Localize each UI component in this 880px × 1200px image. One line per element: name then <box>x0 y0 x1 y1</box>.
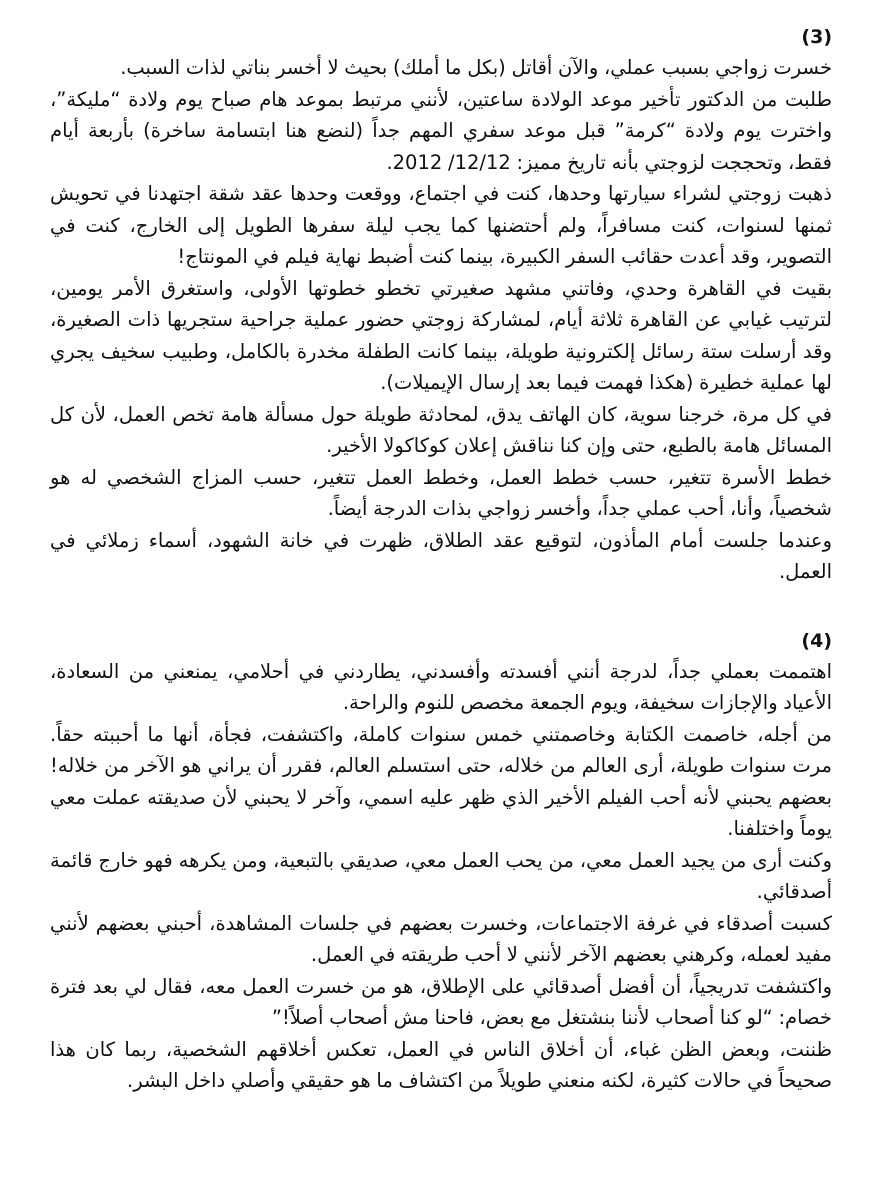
section-3 <box>50 22 832 588</box>
paragraph: ذهبت زوجتي لشراء سيارتها وحدها، كنت في اجتماع، ووقعت وحدها عقد شقة اجتهدنا في تحويش ثمنها لسنوات، كنت مسافراً، ولم أحتضنها كما يجب ليلة سفرها الطويل إلى الخارج، كنت في التصوير، وقد أعدت حقائب السفر الكبيرة، بينما كنت أضبط نهاية فيلم في المونتاج! <box>50 182 832 268</box>
section-number: (4) <box>801 629 832 652</box>
paragraph: كسبت أصدقاء في غرفة الاجتماعات، وخسرت بعضهم في جلسات المشاهدة، أحبني بعضهم لأنني مفيد لعمله، وكرهني بعضهم الآخر لأنني لا أحب طريقته في العمل. <box>50 911 832 966</box>
section-number: (3) <box>801 26 832 48</box>
paragraph: وكنت أرى من يجيد العمل معي، من يحب العمل معي، صديقي بالتبعية، ومن يكرهه فهو خارج قائمة أصدقائي. <box>50 848 832 903</box>
section-4 <box>50 626 832 1097</box>
paragraph: في كل مرة، خرجنا سوية، كان الهاتف يدق، لمحادثة طويلة حول مسألة هامة تخص العمل، لأن كل المسائل هامة بالطبع، حتى وإن كنا نناقش إعلان كوكاكولا الأخير. <box>50 402 832 457</box>
paragraph: بقيت في القاهرة وحدي، وفاتني مشهد صغيرتي تخطو خطوتها الأولى، واستغرق الأمر يومين، لترتيب غيابي عن القاهرة ثلاثة أيام، لمشاركة زوجتي حضور عملية جراحية ستجريها ذات الصغيرة، وقد أرسلت ستة رسائل إلكترونية طويلة، بينما كانت الطفلة مخدرة بالكامل، وطبيب سخيف يجري لها عملية خطيرة (هكذا فهمت فيما بعد إرسال الإيميلات). <box>50 276 832 394</box>
paragraph: اهتممت بعملي جداً، لدرجة أنني أفسدته وأفسدني، يطاردني في أحلامي، يمنعني من السعادة، الأعياد والإجازات سخيفة، ويوم الجمعة مخصص للنوم والراحة. <box>50 659 832 714</box>
paragraph: ظننت، وبعض الظن غباء، أن أخلاق الناس في العمل، تعكس أخلاقهم الشخصية، ربما كان هذا صحيحاً في حالات كثيرة، لكنه منعني طويلاً من اكتشاف ما هو حقيقي وأصلي داخل البشر. <box>50 1037 832 1092</box>
paragraph: طلبت من الدكتور تأخير موعد الولادة ساعتين، لأنني مرتبط بموعد هام صباح يوم ولادة “مليكة”، واخترت يوم ولادة “كرمة” قبل موعد سفري المهم جداً (لنضع هنا ابتسامة ساخرة) بأربعة أيام فقط، وتحججت لزوجتي بأنه تاريخ مميز: 12/12/ 2012. <box>50 87 832 174</box>
paragraph: خسرت زواجي بسبب عملي، والآن أقاتل (بكل ما أملك) بحيث لا أخسر بناتي لذات السبب. <box>120 56 832 79</box>
paragraph: من أجله، خاصمت الكتابة وخاصمتني خمس سنوات كاملة، واكتشفت، فجأة، أنها ما أحببته حقاً. مرت سنوات طويلة، أرى العالم من خلاله، حتى استسلم العالم، فقرر أن يراني هو الآخر من خلاله! بعضهم يحبني لأنه أحب الفيلم الأخير الذي ظهر عليه اسمي، وآخر لا يحبني لأن صديقته عملت معي يوماً واختلفنا. <box>50 722 832 840</box>
paragraph: واكتشفت تدريجياً، أن أفضل أصدقائي على الإطلاق، هو من خسرت العمل معه، فقال لي بعد فترة خصام: “لو كنا أصحاب لأننا بنشتغل مع بعض، فاحنا مش أصحاب أصلاً!” <box>50 974 832 1029</box>
paragraph: وعندما جلست أمام المأذون، لتوقيع عقد الطلاق، ظهرت في خانة الشهود، أسماء زملائي في العمل. <box>50 528 832 583</box>
paragraph: خطط الأسرة تتغير، حسب خطط العمل، وخطط العمل تتغير، حسب المزاج الشخصي له هو شخصياً، وأنا، أحب عملي جداً، وأخسر زواجي بذات الدرجة أيضاً. <box>50 465 832 520</box>
